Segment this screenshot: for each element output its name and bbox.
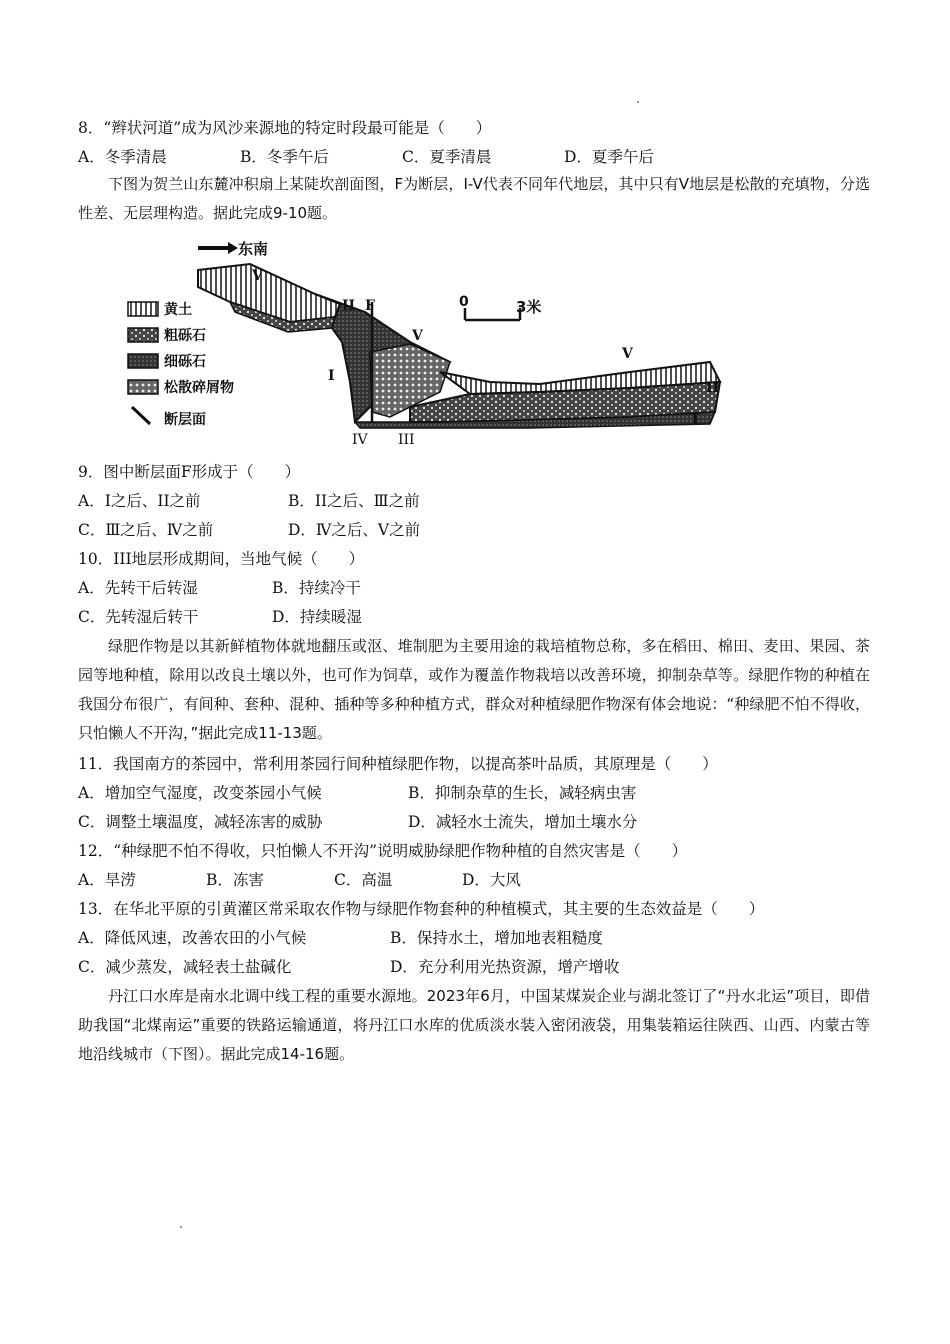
question-11-option-d: D．减轻水土流失，增加土壤水分 bbox=[408, 813, 638, 831]
intro-14-16-text: 丹江口水库是南水北调中线工程的重要水源地。2023年6月，中国某煤炭企业与湖北签订了“丹水北运”项目，即借助我国“北煤南运”重要的铁路运输通道，将丹江口水库的优质淡水装入密闭液袋，用集装箱运往陕西、山西、内蒙古等地沿线城市（下图）。据此完成14-16题。 bbox=[78, 987, 870, 1063]
scan-speck bbox=[637, 101, 639, 103]
question-12-option-d: D．大风 bbox=[462, 871, 521, 889]
legend-swatch-loose bbox=[128, 380, 158, 394]
question-12-stem: 12．“种绿肥不怕不得收，只怕懒人不开沟”说明威胁绿肥作物种植的自然灾害是（ ） bbox=[78, 842, 688, 860]
question-10-option-a: A．先转干后转湿 bbox=[78, 579, 198, 597]
layer-label-iii: III bbox=[398, 432, 415, 447]
legend-label-loose: 松散碎屑物 bbox=[164, 380, 234, 396]
layer-label-ii-right: II bbox=[706, 380, 720, 396]
legend-swatch-fine bbox=[128, 354, 158, 368]
question-8-stem: 8．“辫状河道”成为风沙来源地的特定时段最可能是（ ） bbox=[78, 119, 492, 137]
question-13-option-a: A．降低风速，改善农田的小气候 bbox=[78, 929, 307, 947]
direction-arrow bbox=[198, 242, 238, 254]
fault-profile-diagram bbox=[110, 232, 750, 447]
question-8-option-a: A．冬季清晨 bbox=[78, 148, 167, 166]
scale-zero: 0 bbox=[459, 294, 469, 310]
question-12-option-c: C．高温 bbox=[334, 871, 393, 889]
question-11-option-a: A．增加空气湿度，改变茶园小气候 bbox=[78, 784, 322, 802]
legend-swatch-fault bbox=[132, 407, 150, 424]
legend-label-fault: 断层面 bbox=[164, 412, 206, 428]
layer-label-v-top: V bbox=[252, 268, 263, 284]
question-8-option-d: D．夏季午后 bbox=[564, 148, 654, 166]
intro-14-16 bbox=[78, 982, 870, 1069]
question-13-option-b: B．保持水土，增加地表粗糙度 bbox=[390, 929, 603, 947]
question-9-option-a: A．I之后、II之前 bbox=[78, 492, 201, 510]
question-8-option-c: C．夏季清晨 bbox=[402, 148, 492, 166]
intro-11-13-text: 绿肥作物是以其新鲜植物体就地翻压或沤、堆制肥为主要用途的栽培植物总称，多在稻田、棉田、麦田、果园、茶园等地种植，除用以改良土壤以外，也可作为饲草，或作为覆盖作物栽培以改善环境，抑制杂草等。绿肥作物的种植在我国分布很广，有间种、套种、混种、插种等多种种植方式，群众对种植绿肥作物深有体会地说：“种绿肥不怕不得收，只怕懒人不开沟，”据此完成11-13题。 bbox=[78, 637, 870, 742]
scale-bar bbox=[465, 308, 520, 320]
question-9-option-d: D．Ⅳ之后、Ⅴ之前 bbox=[288, 521, 421, 539]
question-11-option-b: B．抑制杂草的生长，减轻病虫害 bbox=[408, 784, 637, 802]
upper-loess-layer bbox=[198, 264, 340, 322]
question-9-stem: 9．图中断层面F形成于（ ） bbox=[78, 463, 301, 481]
scale-label: 3米 bbox=[516, 298, 542, 316]
question-9-option-b: B．II之后、Ⅲ之前 bbox=[288, 492, 420, 510]
question-10-option-d: D．持续暖湿 bbox=[272, 608, 362, 626]
layer-label-ii-top: II bbox=[342, 298, 356, 314]
legend-swatch-loess bbox=[128, 302, 158, 316]
legend-label-fine: 细砾石 bbox=[164, 354, 206, 370]
question-10-option-b: B．持续冷干 bbox=[272, 579, 361, 597]
legend-swatch-coarse bbox=[128, 328, 158, 342]
intro-11-13 bbox=[78, 632, 870, 748]
question-12-option-a: A．旱涝 bbox=[78, 871, 136, 889]
question-8-option-b: B．冬季午后 bbox=[240, 148, 329, 166]
layer-label-i-left: I bbox=[328, 368, 335, 384]
scan-speck bbox=[180, 1226, 182, 1228]
question-10-option-c: C．先转湿后转干 bbox=[78, 608, 199, 626]
fault-profile-figure bbox=[110, 232, 750, 447]
layer-label-i-right: I bbox=[692, 412, 699, 428]
legend-label-coarse: 粗砾石 bbox=[164, 328, 206, 344]
layer-label-iv: IV bbox=[352, 432, 368, 447]
question-13-option-c: C．减少蒸发，减轻表土盐碱化 bbox=[78, 958, 292, 976]
intro-9-10-text: 下图为贺兰山东麓冲积扇上某陡坎剖面图，F为断层，I-V代表不同年代地层，其中只有V地层是松散的充填物，分选性差、无层理构造。据此完成9-10题。 bbox=[78, 175, 870, 222]
layer-label-f: F bbox=[365, 298, 375, 314]
direction-label: 东南 bbox=[238, 240, 269, 258]
question-13-stem: 13．在华北平原的引黄灌区常采取农作物与绿肥作物套种的种植模式，其主要的生态效益是（ ） bbox=[78, 900, 765, 918]
layer-label-v-mid: V bbox=[412, 328, 423, 344]
question-11-option-c: C．调整土壤温度，减轻冻害的威胁 bbox=[78, 813, 323, 831]
question-11-stem: 11．我国南方的茶园中，常利用茶园行间种植绿肥作物，以提高茶叶品质，其原理是（ ） bbox=[78, 755, 718, 773]
question-9-option-c: C．Ⅲ之后、Ⅳ之前 bbox=[78, 521, 214, 539]
question-10-stem: 10．III地层形成期间，当地气候（ ） bbox=[78, 550, 365, 568]
legend bbox=[128, 302, 158, 424]
question-13-option-d: D．充分利用光热资源，增产增收 bbox=[390, 958, 620, 976]
layer-label-v-right: V bbox=[622, 346, 633, 362]
legend-label-loess: 黄土 bbox=[164, 302, 192, 318]
question-12-option-b: B．冻害 bbox=[206, 871, 264, 889]
intro-9-10 bbox=[78, 170, 870, 228]
